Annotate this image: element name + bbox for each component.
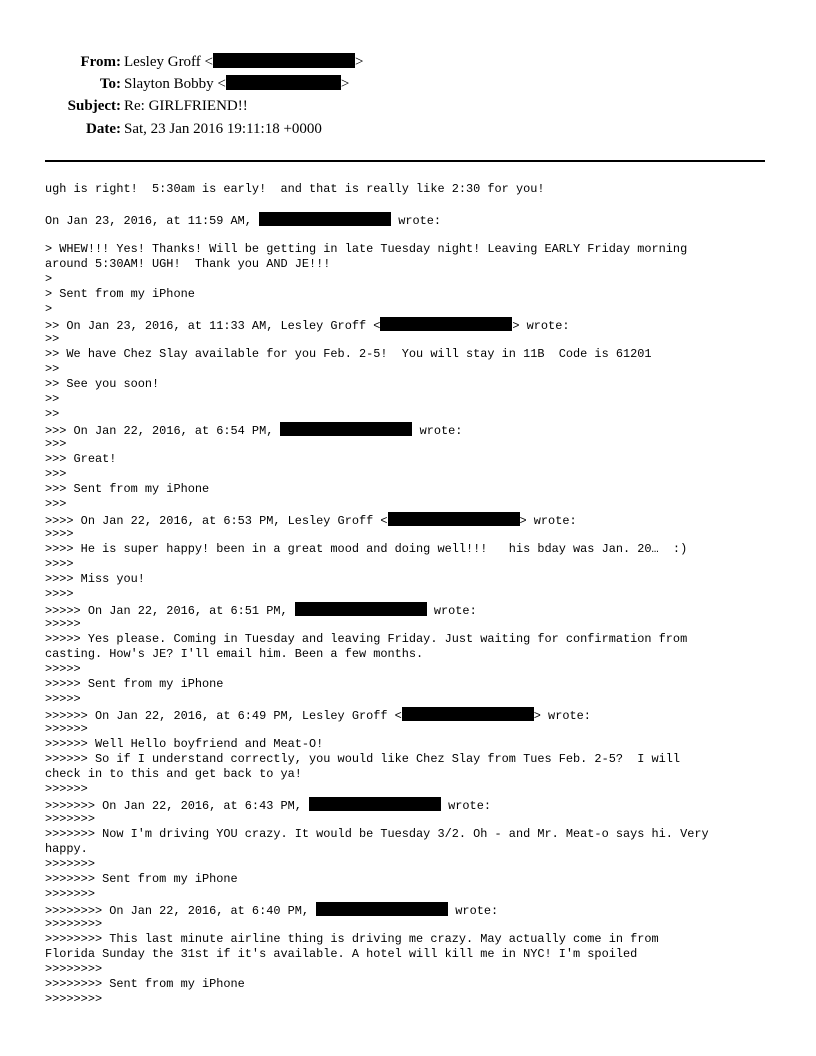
body-line [45, 542, 780, 557]
line-text-after: wrote: [391, 214, 442, 228]
line-text: >>>> Miss you! [45, 572, 145, 586]
line-text: >> [45, 332, 60, 346]
body-line [45, 872, 780, 887]
from-name: Lesley Groff < [124, 54, 213, 70]
line-text: >>>>>>>> On Jan 22, 2016, at 6:40 PM, [45, 904, 317, 918]
body-line [45, 827, 780, 842]
subject-value: Re: GIRLFRIEND!! [124, 98, 248, 114]
line-text: >>>>>> Well Hello boyfriend and Meat-O! [45, 737, 324, 751]
body-line [45, 302, 780, 317]
line-text: >>>>>> [45, 722, 88, 736]
line-text: >>>>>>>> [45, 992, 103, 1006]
line-text: >>>>>>> Sent from my iPhone [45, 872, 238, 886]
line-text: >>>>>> On Jan 22, 2016, at 6:49 PM, Lesley Groff < [45, 709, 402, 723]
body-line [45, 812, 780, 827]
redaction-box [402, 707, 534, 721]
body-line [45, 332, 780, 347]
body-line [45, 602, 780, 617]
date-value: Sat, 23 Jan 2016 19:11:18 +0000 [124, 121, 322, 137]
body-line [45, 437, 780, 452]
line-text: >>>>>>> [45, 812, 95, 826]
body-line [45, 767, 780, 782]
body-line [45, 707, 780, 722]
redaction-box [213, 53, 355, 68]
body-line [45, 977, 780, 992]
body-line [45, 407, 780, 422]
body-line [45, 512, 780, 527]
date-label: Date: [86, 121, 121, 137]
body-line [45, 722, 780, 737]
line-text: >>>> He is super happy! been in a great mood and doing well!!! his bday was Jan. 20… :) [45, 542, 688, 556]
line-text: >>> [45, 497, 67, 511]
body-line [45, 797, 780, 812]
line-text: >>>>> [45, 662, 81, 676]
line-text: check in to this and get back to ya! [45, 767, 302, 781]
body-line [45, 842, 780, 857]
body-line [45, 497, 780, 512]
body-line [45, 677, 780, 692]
redaction-box [226, 75, 341, 90]
body-line [45, 227, 780, 242]
line-text: >>>>>> [45, 782, 88, 796]
to-label: To: [99, 76, 121, 92]
line-text: ugh is right! 5:30am is early! and that is really like 2:30 for you! [45, 182, 545, 196]
body-line [45, 242, 780, 257]
line-text: >>> Sent from my iPhone [45, 482, 210, 496]
body-line [45, 992, 780, 1007]
body-line [45, 362, 780, 377]
line-text: >>> [45, 467, 67, 481]
line-text-after: > wrote: [519, 514, 577, 528]
body-line [45, 272, 780, 287]
body-line [45, 887, 780, 902]
body-line [45, 932, 780, 947]
body-line [45, 587, 780, 602]
line-text: > [45, 302, 53, 316]
body-line [45, 857, 780, 872]
line-text-after: > wrote: [533, 709, 591, 723]
body-line [45, 662, 780, 677]
from-close: > [355, 54, 364, 70]
line-text: >>>>>>>> [45, 917, 103, 931]
line-text: >>>>> [45, 617, 81, 631]
line-text: >>>>>>> On Jan 22, 2016, at 6:43 PM, [45, 799, 310, 813]
body-line [45, 467, 780, 482]
line-text: >>> On Jan 22, 2016, at 6:54 PM, [45, 424, 281, 438]
body-line [45, 962, 780, 977]
body-line [45, 752, 780, 767]
line-text: >> On Jan 23, 2016, at 11:33 AM, Lesley Groff < [45, 319, 381, 333]
redaction-box [309, 797, 441, 811]
line-text: >>>> [45, 557, 74, 571]
body-line [45, 317, 780, 332]
body-line [45, 632, 780, 647]
line-text: >>>> On Jan 22, 2016, at 6:53 PM, Lesley Groff < [45, 514, 388, 528]
line-text: On Jan 23, 2016, at 11:59 AM, [45, 214, 260, 228]
line-text: >>>>>>>> This last minute airline thing is driving me crazy. May actually come in from [45, 932, 659, 946]
body-line [45, 257, 780, 272]
body-line [45, 482, 780, 497]
line-text: >>>> [45, 527, 74, 541]
line-text: > Sent from my iPhone [45, 287, 195, 301]
line-text: Florida Sunday the 31st if it's available. A hotel will kill me in NYC! I'm spoiled [45, 947, 638, 961]
line-text: casting. How's JE? I'll email him. Been a few months. [45, 647, 424, 661]
line-text-after: wrote: [426, 604, 477, 618]
body-line [45, 197, 780, 212]
body-line [45, 647, 780, 662]
line-text: >>> Great! [45, 452, 117, 466]
body-line [45, 212, 780, 227]
line-text: > [45, 272, 53, 286]
line-text: >>>>>> So if I understand correctly, you would like Chez Slay from Tues Feb. 2-5? I will [45, 752, 681, 766]
line-text-after: wrote: [412, 424, 463, 438]
line-text: >>>>> Sent from my iPhone [45, 677, 224, 691]
line-text: >>>>> On Jan 22, 2016, at 6:51 PM, [45, 604, 295, 618]
email-body [45, 182, 780, 1007]
redaction-box [295, 602, 427, 616]
body-line [45, 527, 780, 542]
redaction-box [380, 317, 512, 331]
body-line [45, 782, 780, 797]
body-line [45, 902, 780, 917]
line-text: happy. [45, 842, 88, 856]
body-line [45, 452, 780, 467]
line-text: >>> [45, 437, 67, 451]
body-line [45, 392, 780, 407]
line-text: >>>>>>> [45, 887, 95, 901]
line-text: > WHEW!!! Yes! Thanks! Will be getting in late Tuesday night! Leaving EARLY Friday morning [45, 242, 688, 256]
line-text: >>>>> [45, 692, 81, 706]
body-line [45, 617, 780, 632]
line-text-after: wrote: [448, 904, 499, 918]
line-text: >>>>>>> [45, 857, 95, 871]
line-text: >>>>>>>> Sent from my iPhone [45, 977, 245, 991]
to-name: Slayton Bobby < [124, 76, 226, 92]
redaction-box [316, 902, 448, 916]
body-line [45, 917, 780, 932]
from-label: From: [80, 54, 121, 70]
line-text-after: > wrote: [512, 319, 570, 333]
line-text-after: wrote: [441, 799, 491, 813]
line-text: >>>> [45, 587, 74, 601]
body-line [45, 287, 780, 302]
header-divider [45, 160, 765, 162]
line-text: >>>>> Yes please. Coming in Tuesday and leaving Friday. Just waiting for confirmation from [45, 632, 688, 646]
line-text: >>>>>>> Now I'm driving YOU crazy. It would be Tuesday 3/2. Oh - and Mr. Meat-o says hi. Very [45, 827, 709, 841]
body-line [45, 947, 780, 962]
redaction-box [259, 212, 391, 226]
body-line [45, 347, 780, 362]
redaction-box [280, 422, 412, 436]
body-line [45, 557, 780, 572]
body-line [45, 572, 780, 587]
redaction-box [388, 512, 520, 526]
body-line [45, 377, 780, 392]
line-text: >> See you soon! [45, 377, 160, 391]
body-line [45, 422, 780, 437]
subject-label: Subject: [67, 98, 121, 114]
line-text: >> [45, 392, 60, 406]
body-line [45, 737, 780, 752]
to-close: > [340, 76, 350, 92]
line-text: >> We have Chez Slay available for you Feb. 2-5! You will stay in 11B Code is 61201 [45, 347, 652, 361]
line-text: around 5:30AM! UGH! Thank you AND JE!!! [45, 257, 331, 271]
body-line [45, 692, 780, 707]
line-text: >> [45, 407, 60, 421]
body-line [45, 182, 780, 197]
line-text: >>>>>>>> [45, 962, 103, 976]
line-text: >> [45, 362, 60, 376]
